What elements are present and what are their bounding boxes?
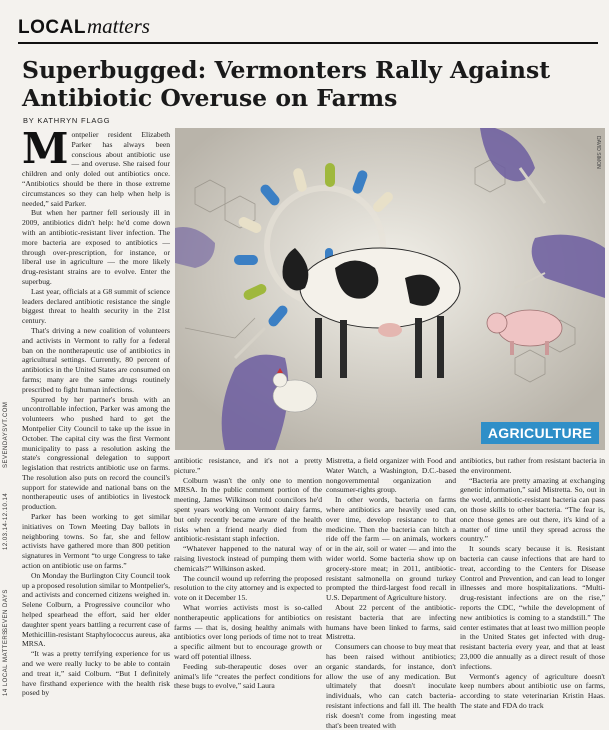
paragraph: About 22 percent of the antibiotic-resistant bacteria that are infecting humans have been linked to farms, said Mistretta.	[326, 602, 456, 642]
paragraph: What worries activists most is so-called nontherapeutic applications for antibiotics on farms — that is, dosing healthy animals with antibiotics over long periods of time not to treat a specific ailment but to encourage growth or ward off potential illness.	[174, 602, 322, 661]
lead-paragraph	[22, 124, 170, 208]
illustration-credit-text: DAVID SIMON	[595, 136, 601, 169]
paragraph: Consumers can choose to buy meat that has been raised without antibiotics; organic standards, for instance, don't allow the use of any medication. But ultimately that doesn't inoculate individuals, who can catch bacteria-resistant infections and fall ill. The health risk doesn't come from ingesting meat that's been treated with	[326, 642, 456, 730]
section-badge: AGRICULTURE	[481, 422, 599, 444]
paragraph: On Monday the Burlington City Council took up a proposed resolution similar to Montpelier's, and activists and concerned citizens weighed in. Selene Colburn, a Progressive councilor who helped spearhead the effort, said her elder daughter spent years battling a recurrent case of Methicillin-resistant Staphylococcus aureus, aka MRSA.	[22, 570, 170, 649]
paragraph: Parker has been working to get similar initiatives on Town Meeting Day ballots in neighboring towns. So far, she and fellow activists have gathered more than 800 petition signatures in Vermont “to urge Congress to take action on antibiotic use on farms.”	[22, 512, 170, 571]
paragraph: Last year, officials at a G8 summit of science leaders declared antibiotic resistance the single biggest threat to health security in the 21st century.	[22, 286, 170, 326]
paragraph: “It was a pretty terrifying experience for us and we were really lucky to be able to contain and treat it,” said Colburn. “But I definitely have firsthand experience with the health risk posed by	[22, 649, 170, 698]
article-column-1	[22, 124, 170, 698]
article-illustration	[175, 128, 605, 450]
paragraph: But when her partner fell seriously ill in 2009, antibiotics didn't help: he'd come down with an antibiotic-resistant liver infection. The more bacteria are exposed to antibiotics — through over-prescription, for instance, or liberal use in agriculture — the more likely drug-resistant strains are to evolve. Enter the superbug.	[22, 208, 170, 286]
article-headline: Superbugged: Vermonters Rally Against Antibiotic Overuse on Farms	[22, 56, 551, 112]
paragraph: “Bacteria are pretty amazing at exchanging genetic information,” said Mistretta. So, out in the world, antibiotic-resistant bacteria can pass on those skills to other bacteria. “The fear is, once those genes are out there, it's kind of a matter of time until they spread across the country.”	[460, 475, 605, 544]
margin-site: SEVENDAYSVT.COM	[3, 401, 9, 468]
paragraph: It sounds scary because it is. Resistant bacteria can cause infections that are hard to treat, according to the Centers for Disease Control and Prevention, and can lead to longer illnesses and more hospitalizations. “Multi-drug-resistant infections are on the rise,” reports the CDC, “while the development of new antibiotics is coming to a standstill.” The center estimates that at least two million people in the United States get infected with drug-resistant bacteria every year, and that at least 23,000 die annually as a direct result of those infections.	[460, 544, 605, 671]
margin-page-label: 14 LOCAL MATTERS	[3, 630, 9, 696]
article-column-2	[174, 456, 322, 698]
cow-pills-illustration	[175, 128, 605, 450]
paragraph: The council wound up referring the proposed resolution to the city attorney and is expected to vote on it December 15.	[174, 573, 322, 603]
margin-folio	[3, 380, 15, 700]
masthead-local: LOCAL	[18, 17, 86, 38]
illustration-credit	[595, 136, 603, 196]
article-column-3	[326, 456, 456, 730]
paragraph: Mistretta, a field organizer with Food and Water Watch, a Washington, D.C.-based nongovernmental organization and consumer-rights group.	[326, 456, 456, 495]
paragraph: antibiotics, but rather from resistant bacteria in the environment.	[460, 456, 605, 475]
paragraph: In other words, bacteria on farms where antibiotics are heavily used can, over time, develop resistance to that medicine. Then the bacteria can hitch a ride off the farm — on animals, workers or in the air, soil or water — and into the wider world. Some bacteria show up on grocery-store meat; in 2011, antibiotic-resistant salmonella on ground turkey prompted the third-largest food recall in U.S. Department of Agriculture history.	[326, 495, 456, 603]
masthead-rule	[18, 42, 598, 44]
article-page	[3, 0, 609, 730]
paragraph: Vermont's agency of agriculture doesn't keep numbers about antibiotic use on farms, according to state veterinarian Kristin Haas. The state and FDA do track	[460, 671, 605, 710]
margin-paper: SEVEN DAYS	[3, 589, 9, 632]
lead-text: ontpelier resident Elizabeth Parker has always been conscious about antibiotic use — and overuse. She raised four children and only doled out antibiotics once. “Antibiotics should be there in those extreme circumstances so they can help when help is needed,” said Parker.	[22, 130, 170, 208]
paragraph: “Whatever happened to the natural way of raising livestock instead of pumping them with chemicals?” Wilkinson asked.	[174, 544, 322, 573]
drop-cap: M	[22, 124, 69, 173]
margin-date: 12.03.14-12.10.14	[3, 492, 9, 550]
article-column-4	[460, 456, 605, 710]
section-masthead	[18, 14, 150, 40]
masthead-matters: matters	[86, 14, 150, 38]
paragraph: Colburn wasn't the only one to mention MRSA. In the public comment portion of the meeting, James Wilkinson told councilors he'd spent years working on Vermont dairy farms, but only recently became aware of the health risks when a friend nearly died from the antibiotic-resistant staph infection.	[174, 475, 322, 544]
paragraph: Feeding sub-therapeutic doses over an animal's life “creates the perfect conditions for these bugs to evolve,” said Laura	[174, 661, 322, 691]
paragraph: antibiotic resistance, and it's not a pretty picture.”	[174, 456, 322, 475]
article-byline: BY KATHRYN FLAGG	[23, 116, 111, 125]
paragraph: Spurred by her partner's brush with an uncontrollable infection, Parker was among the volunteers who pushed hard to get the Montpelier City Council to take up the issue in October. The capital city was the first Vermont municipality to pass a resolution asking the state's congressional delegation to support legislation that restricts antibiotic use on farms. The resolution also puts on record the council's support for statewide and national bans on the nontherapeutic uses of antibiotics in livestock production.	[22, 394, 170, 512]
paragraph: That's driving a new coalition of volunteers and activists in Vermont to rally for a federal ban on the nontherapeutic use of antibiotics in agricultural settings. Currently, 80 percent of antibiotics in the United States are consumed on farms; many are the same drugs routinely prescribed to fight human infections.	[22, 325, 170, 394]
